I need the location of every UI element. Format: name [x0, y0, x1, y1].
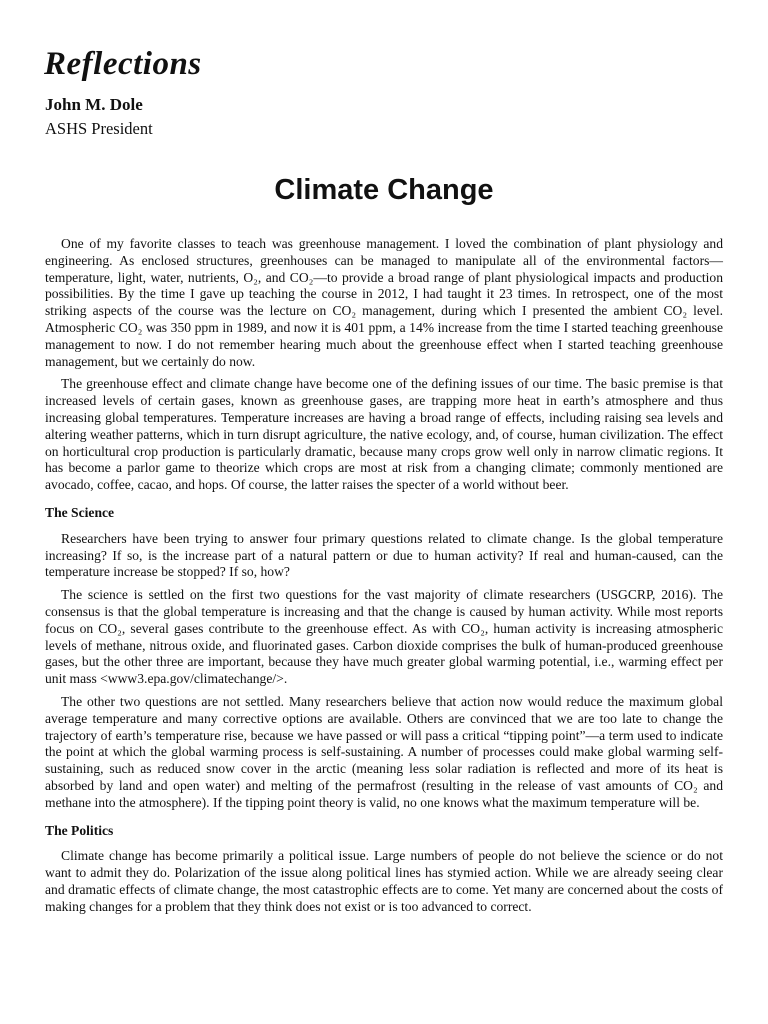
author-role: ASHS President	[45, 119, 153, 138]
author-name: John M. Dole	[45, 95, 143, 114]
section-heading-politics: The Politics	[45, 822, 114, 838]
politics-paragraph: Climate change has become primarily a political issue. Large numbers of people do not believe the science or do not want to admit they do. Polarization of the issue along political lines has stymied action. While we are already seeing clear and dramatic effects of climate change, the most catastrophic effects are to come. Yet many are concerned about the costs of making changes for a problem that they think does not exist or is too advanced to correct.	[45, 848, 723, 914]
intro-paragraph: One of my favorite classes to teach was greenhouse management. I loved the combination of plant physiology and engineering. As enclosed structures, greenhouses can be managed to manipulate all of the environmental factors—temperature, light, water, nutrients, O₂, and CO₂—to provide a broad range of plant physiological impacts and production possibilities. By the time I gave up teaching the course in 2012, I had taught it 23 times. In retrospect, one of the most striking aspects of the course was the lecture on CO₂ management, during which I presented the ambient CO₂ level. Atmospheric CO₂ was 350 ppm in 1989, and now it is 401 ppm, a 14% increase from the time I started teaching greenhouse management to now. I do not remember hearing much about the greenhouse effect when I started teaching greenhouse management, but we certainly do now.	[45, 236, 723, 369]
intro-paragraph: The greenhouse effect and climate change have become one of the defining issues of our time. The basic premise is that increased levels of certain gases, known as greenhouse gases, are trapping more heat in earth’s atmosphere and thus increasing global temperatures. Temperature increases are having a broad range of effects, including raising sea levels and altering weather patterns, which in turn disrupt agriculture, the native ecology, and, of course, human civilization. The effect on horticultural crop production is particularly dramatic, because many crops grow well only in narrow climatic regions. It has become a parlor game to theorize which crops are most at risk from a changing climate; commonly mentioned are avocado, coffee, cacao, and hops. Of course, the latter raises the specter of a world without beer.	[45, 376, 723, 493]
science-paragraph: The science is settled on the first two questions for the vast majority of climate researchers (USGCRP, 2016). The consensus is that the global temperature is increasing and that the change is caused by human activity. While most reports focus on CO₂, several gases contribute to the greenhouse effect. As with CO₂, human activity is increasing atmospheric levels of methane, nitrous oxide, and fluorinated gases. Carbon dioxide comprises the bulk of human-produced greenhouse gases, but the other three are important, because they have much greater global warming potential, i.e., warming effect per unit mass <www3.epa.gov/climatechange/>.	[45, 587, 723, 687]
section-heading-science: The Science	[45, 504, 115, 520]
science-paragraph: Researchers have been trying to answer four primary questions related to climate change. Is the global temperature increasing? If so, is the increase part of a natural pattern or due to human activity? If real and human-caused, can the temperature increase be stopped? If so, how?	[45, 530, 723, 580]
article-title: Climate Change	[274, 174, 494, 206]
article-body	[45, 236, 723, 921]
science-paragraph: The other two questions are not settled. Many researchers believe that action now would reduce the maximum global average temperature and many corrective options are available. Others are convinced that we are too late to change the trajectory of earth’s temperature rise, because we have passed or will pass a critical “tipping point”—a term used to indicate the point at which the global warming process is self-sustaining. A number of processes could make global warming self-sustaining, such as reduced snow cover in the arctic (meaning less solar radiation is reflected and more of its heat is absorbed by land and open water) and melting of the permafrost (resulting in the release of vast amounts of CO₂ and methane into the atmosphere). If the tipping point theory is valid, no one knows what the maximum temperature will be.	[45, 693, 723, 810]
column-title: Reflections	[44, 46, 202, 82]
